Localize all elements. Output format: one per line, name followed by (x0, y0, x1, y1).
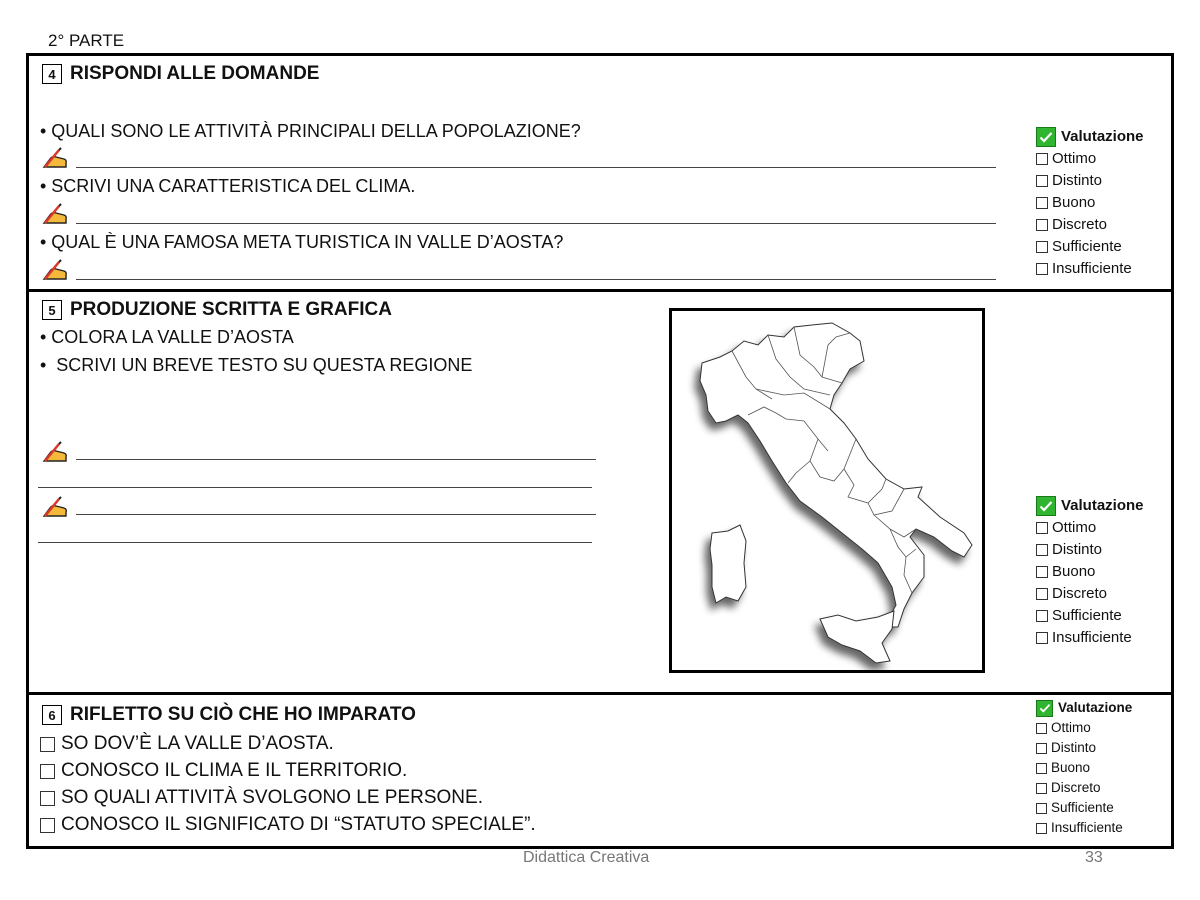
valutazione-section-6 (1036, 698, 1132, 838)
option-label: Distinto (1052, 541, 1103, 558)
grade-option-sufficiente[interactable] (1036, 605, 1144, 627)
option-label: Sufficiente (1052, 238, 1122, 255)
writing-rule (76, 514, 596, 515)
grade-option-discreto[interactable] (1036, 583, 1144, 605)
option-label: Buono (1051, 760, 1091, 775)
option-label: Buono (1052, 563, 1096, 580)
checkbox-icon[interactable] (1036, 743, 1047, 754)
valutazione-title: Valutazione (1061, 497, 1144, 514)
footer-brand: Didattica Creativa (523, 849, 650, 866)
grade-option-insufficiente[interactable] (1036, 258, 1144, 280)
grade-option-buono[interactable] (1036, 561, 1144, 583)
grade-option-insufficiente[interactable] (1036, 627, 1144, 649)
writing-hand-icon (42, 147, 70, 169)
question-1: • QUALI SONO LE ATTIVITÀ PRINCIPALI DELLA POPOLAZIONE? (40, 121, 581, 141)
reflection-text: CONOSCO IL CLIMA E IL TERRITORIO. (61, 760, 408, 781)
option-label: Discreto (1052, 216, 1108, 233)
checkbox-icon[interactable] (1036, 566, 1048, 578)
answer-rule (76, 279, 996, 280)
checkbox-icon[interactable] (1036, 175, 1048, 187)
option-label: Discreto (1051, 780, 1101, 795)
writing-hand-icon (42, 203, 70, 225)
answer-line-1[interactable] (42, 147, 70, 169)
writing-line-2[interactable] (42, 496, 70, 518)
checkbox-icon[interactable] (1036, 219, 1048, 231)
grade-option-ottimo[interactable] (1036, 148, 1144, 170)
reflection-item[interactable] (40, 787, 483, 809)
writing-rule (38, 487, 592, 488)
instruction-1: • COLORA LA VALLE D’AOSTA (40, 327, 294, 347)
section-4-title (42, 63, 319, 85)
valutazione-header (1036, 495, 1144, 517)
option-label: Insufficiente (1052, 260, 1132, 277)
section-number-box: 6 (42, 705, 62, 725)
section-divider (26, 692, 1174, 695)
grade-option-discreto[interactable] (1036, 214, 1144, 236)
italy-map-frame[interactable] (669, 308, 985, 673)
checkbox-icon[interactable] (40, 818, 55, 833)
reflection-text: SO DOV’È LA VALLE D’AOSTA. (61, 733, 334, 754)
checkbox-icon[interactable] (1036, 632, 1048, 644)
answer-rule (76, 167, 996, 168)
checkbox-icon[interactable] (1036, 263, 1048, 275)
option-label: Insufficiente (1051, 820, 1123, 835)
checkbox-icon[interactable] (1036, 522, 1048, 534)
section-number-box: 5 (42, 300, 62, 320)
writing-hand-icon (42, 441, 70, 463)
writing-hand-icon (42, 259, 70, 281)
section-number-box: 4 (42, 64, 62, 84)
option-label: Discreto (1052, 585, 1108, 602)
section-title-text: PRODUZIONE SCRITTA E GRAFICA (70, 299, 392, 320)
green-check-icon (1036, 127, 1056, 147)
writing-rule (76, 459, 596, 460)
section-6-title (42, 704, 416, 726)
part-label: 2° PARTE (48, 31, 125, 50)
checkbox-icon[interactable] (40, 764, 55, 779)
option-label: Ottimo (1052, 519, 1097, 536)
page-number: 33 (1085, 849, 1103, 866)
valutazione-header (1036, 126, 1144, 148)
grade-option-sufficiente[interactable] (1036, 236, 1144, 258)
reflection-item[interactable] (40, 733, 334, 755)
reflection-item[interactable] (40, 760, 407, 782)
section-title-text: RIFLETTO SU CIÒ CHE HO IMPARATO (70, 704, 416, 725)
checkbox-icon[interactable] (1036, 241, 1048, 253)
answer-rule (76, 223, 996, 224)
valutazione-title: Valutazione (1061, 128, 1144, 145)
option-label: Buono (1052, 194, 1096, 211)
checkbox-icon[interactable] (40, 737, 55, 752)
option-label: Ottimo (1051, 720, 1091, 735)
checkbox-icon[interactable] (1036, 544, 1048, 556)
checkbox-icon[interactable] (40, 791, 55, 806)
checkbox-icon[interactable] (1036, 588, 1048, 600)
grade-option-ottimo[interactable] (1036, 517, 1144, 539)
checkbox-icon[interactable] (1036, 823, 1047, 834)
valutazione-title: Valutazione (1058, 700, 1133, 715)
question-3: • QUAL È UNA FAMOSA META TURISTICA IN VALLE D’AOSTA? (40, 232, 564, 252)
checkbox-icon[interactable] (1036, 783, 1047, 794)
grade-option-discreto[interactable] (1036, 778, 1132, 798)
grade-option-ottimo[interactable] (1036, 718, 1132, 738)
answer-line-3[interactable] (42, 259, 70, 281)
checkbox-icon[interactable] (1036, 763, 1047, 774)
checkbox-icon[interactable] (1036, 197, 1048, 209)
grade-option-distinto[interactable] (1036, 738, 1132, 758)
option-label: Sufficiente (1051, 800, 1114, 815)
writing-rule (38, 542, 592, 543)
option-label: Sufficiente (1052, 607, 1122, 624)
grade-option-distinto[interactable] (1036, 539, 1144, 561)
option-label: Distinto (1052, 172, 1103, 189)
grade-option-insufficiente[interactable] (1036, 818, 1132, 838)
valutazione-header (1036, 698, 1132, 718)
writing-line-1[interactable] (42, 441, 70, 463)
checkbox-icon[interactable] (1036, 723, 1047, 734)
grade-option-distinto[interactable] (1036, 170, 1144, 192)
checkbox-icon[interactable] (1036, 610, 1048, 622)
green-check-icon (1036, 700, 1053, 717)
worksheet-frame (26, 53, 1174, 849)
reflection-text: CONOSCO IL SIGNIFICATO DI “STATUTO SPECIALE”. (61, 814, 536, 835)
answer-line-2[interactable] (42, 203, 70, 225)
option-label: Ottimo (1052, 150, 1097, 167)
question-2: • SCRIVI UNA CARATTERISTICA DEL CLIMA. (40, 176, 416, 196)
valutazione-section-4 (1036, 126, 1144, 280)
checkbox-icon[interactable] (1036, 153, 1048, 165)
green-check-icon (1036, 496, 1056, 516)
option-label: Distinto (1051, 740, 1097, 755)
grade-option-buono[interactable] (1036, 758, 1132, 778)
valutazione-section-5 (1036, 495, 1144, 649)
italy-map-icon (672, 311, 982, 670)
reflection-item[interactable] (40, 814, 536, 836)
instruction-2: • SCRIVI UN BREVE TESTO SU QUESTA REGIONE (40, 355, 473, 375)
section-divider (26, 289, 1174, 292)
option-label: Insufficiente (1052, 629, 1132, 646)
reflection-text: SO QUALI ATTIVITÀ SVOLGONO LE PERSONE. (61, 787, 483, 808)
checkbox-icon[interactable] (1036, 803, 1047, 814)
grade-option-sufficiente[interactable] (1036, 798, 1132, 818)
grade-option-buono[interactable] (1036, 192, 1144, 214)
section-5-title (42, 299, 392, 321)
writing-hand-icon (42, 496, 70, 518)
section-title-text: RISPONDI ALLE DOMANDE (70, 63, 320, 84)
